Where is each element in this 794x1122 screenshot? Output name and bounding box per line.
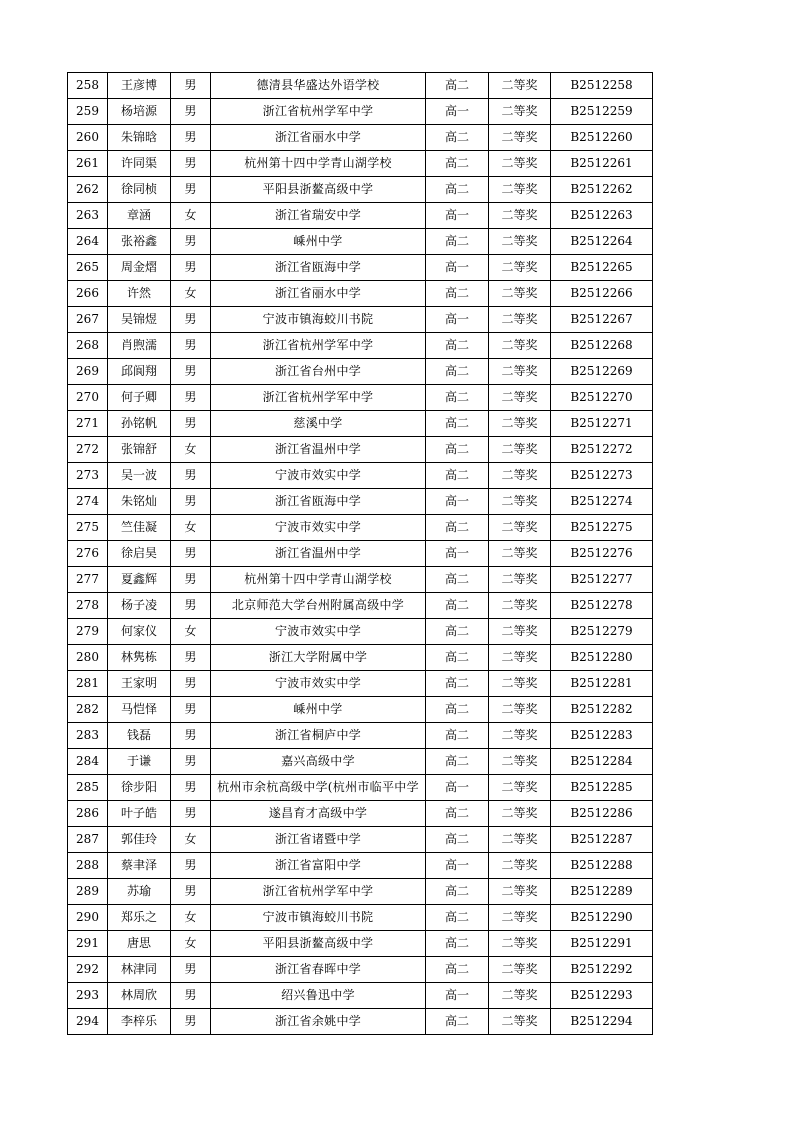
student-name-cell: 郑乐之 xyxy=(108,905,171,931)
student-name-cell: 张裕鑫 xyxy=(108,229,171,255)
table-row xyxy=(68,463,653,489)
grade-cell: 高二 xyxy=(426,73,489,99)
award-level-cell: 二等奖 xyxy=(489,931,551,957)
award-level-cell: 二等奖 xyxy=(489,879,551,905)
table-row xyxy=(68,931,653,957)
row-number-cell: 273 xyxy=(68,463,108,489)
grade-cell: 高一 xyxy=(426,203,489,229)
table-row xyxy=(68,333,653,359)
school-cell: 浙江省富阳中学 xyxy=(211,853,426,879)
school-cell: 浙江省诸暨中学 xyxy=(211,827,426,853)
school-cell: 宁波市效实中学 xyxy=(211,515,426,541)
gender-cell: 女 xyxy=(171,203,211,229)
grade-cell: 高一 xyxy=(426,489,489,515)
gender-cell: 男 xyxy=(171,879,211,905)
table-row xyxy=(68,983,653,1009)
gender-cell: 男 xyxy=(171,749,211,775)
gender-cell: 男 xyxy=(171,1009,211,1035)
grade-cell: 高二 xyxy=(426,437,489,463)
certificate-number-cell: B2512258 xyxy=(551,73,653,99)
school-cell: 嵊州中学 xyxy=(211,229,426,255)
certificate-number-cell: B2512272 xyxy=(551,437,653,463)
grade-cell: 高二 xyxy=(426,645,489,671)
certificate-number-cell: B2512271 xyxy=(551,411,653,437)
grade-cell: 高一 xyxy=(426,775,489,801)
certificate-number-cell: B2512288 xyxy=(551,853,653,879)
award-level-cell: 二等奖 xyxy=(489,671,551,697)
grade-cell: 高二 xyxy=(426,177,489,203)
grade-cell: 高一 xyxy=(426,541,489,567)
table-row xyxy=(68,411,653,437)
table-row xyxy=(68,541,653,567)
certificate-number-cell: B2512274 xyxy=(551,489,653,515)
school-cell: 杭州市余杭高级中学(杭州市临平中学 xyxy=(211,775,426,801)
certificate-number-cell: B2512294 xyxy=(551,1009,653,1035)
award-level-cell: 二等奖 xyxy=(489,697,551,723)
student-name-cell: 唐思 xyxy=(108,931,171,957)
school-cell: 慈溪中学 xyxy=(211,411,426,437)
gender-cell: 男 xyxy=(171,99,211,125)
table-row xyxy=(68,879,653,905)
school-cell: 宁波市镇海蛟川书院 xyxy=(211,905,426,931)
award-level-cell: 二等奖 xyxy=(489,827,551,853)
row-number-cell: 276 xyxy=(68,541,108,567)
gender-cell: 男 xyxy=(171,671,211,697)
school-cell: 平阳县浙鳌高级中学 xyxy=(211,177,426,203)
gender-cell: 男 xyxy=(171,229,211,255)
grade-cell: 高二 xyxy=(426,281,489,307)
award-level-cell: 二等奖 xyxy=(489,73,551,99)
certificate-number-cell: B2512284 xyxy=(551,749,653,775)
row-number-cell: 292 xyxy=(68,957,108,983)
certificate-number-cell: B2512291 xyxy=(551,931,653,957)
row-number-cell: 286 xyxy=(68,801,108,827)
certificate-number-cell: B2512259 xyxy=(551,99,653,125)
school-cell: 绍兴鲁迅中学 xyxy=(211,983,426,1009)
award-level-cell: 二等奖 xyxy=(489,593,551,619)
gender-cell: 女 xyxy=(171,515,211,541)
row-number-cell: 271 xyxy=(68,411,108,437)
certificate-number-cell: B2512277 xyxy=(551,567,653,593)
student-name-cell: 杨培源 xyxy=(108,99,171,125)
table-row xyxy=(68,723,653,749)
gender-cell: 女 xyxy=(171,281,211,307)
row-number-cell: 263 xyxy=(68,203,108,229)
gender-cell: 男 xyxy=(171,723,211,749)
row-number-cell: 274 xyxy=(68,489,108,515)
table-row xyxy=(68,671,653,697)
table-row xyxy=(68,1009,653,1035)
grade-cell: 高二 xyxy=(426,957,489,983)
student-name-cell: 章涵 xyxy=(108,203,171,229)
gender-cell: 男 xyxy=(171,645,211,671)
school-cell: 浙江省丽水中学 xyxy=(211,125,426,151)
school-cell: 浙江省余姚中学 xyxy=(211,1009,426,1035)
award-level-cell: 二等奖 xyxy=(489,645,551,671)
table-row xyxy=(68,73,653,99)
grade-cell: 高二 xyxy=(426,879,489,905)
row-number-cell: 284 xyxy=(68,749,108,775)
row-number-cell: 290 xyxy=(68,905,108,931)
award-level-cell: 二等奖 xyxy=(489,567,551,593)
table-row xyxy=(68,177,653,203)
school-cell: 德清县华盛达外语学校 xyxy=(211,73,426,99)
student-name-cell: 许然 xyxy=(108,281,171,307)
row-number-cell: 294 xyxy=(68,1009,108,1035)
school-cell: 宁波市效实中学 xyxy=(211,671,426,697)
row-number-cell: 285 xyxy=(68,775,108,801)
student-name-cell: 王家明 xyxy=(108,671,171,697)
gender-cell: 男 xyxy=(171,489,211,515)
school-cell: 浙江省瓯海中学 xyxy=(211,489,426,515)
student-name-cell: 马恺怿 xyxy=(108,697,171,723)
school-cell: 浙江省杭州学军中学 xyxy=(211,99,426,125)
table-row xyxy=(68,385,653,411)
student-name-cell: 肖煦濡 xyxy=(108,333,171,359)
school-cell: 平阳县浙鳌高级中学 xyxy=(211,931,426,957)
school-cell: 浙江省瑞安中学 xyxy=(211,203,426,229)
student-name-cell: 徐步阳 xyxy=(108,775,171,801)
certificate-number-cell: B2512260 xyxy=(551,125,653,151)
award-level-cell: 二等奖 xyxy=(489,281,551,307)
school-cell: 浙江省春晖中学 xyxy=(211,957,426,983)
award-level-cell: 二等奖 xyxy=(489,983,551,1009)
student-name-cell: 朱铭灿 xyxy=(108,489,171,515)
school-cell: 浙江省丽水中学 xyxy=(211,281,426,307)
row-number-cell: 269 xyxy=(68,359,108,385)
table-row xyxy=(68,645,653,671)
award-level-cell: 二等奖 xyxy=(489,723,551,749)
grade-cell: 高二 xyxy=(426,151,489,177)
student-name-cell: 何家仪 xyxy=(108,619,171,645)
school-cell: 浙江大学附属中学 xyxy=(211,645,426,671)
gender-cell: 男 xyxy=(171,983,211,1009)
table-row xyxy=(68,567,653,593)
certificate-number-cell: B2512264 xyxy=(551,229,653,255)
award-level-cell: 二等奖 xyxy=(489,619,551,645)
row-number-cell: 272 xyxy=(68,437,108,463)
student-name-cell: 吴锦煜 xyxy=(108,307,171,333)
row-number-cell: 270 xyxy=(68,385,108,411)
grade-cell: 高二 xyxy=(426,697,489,723)
grade-cell: 高二 xyxy=(426,125,489,151)
award-level-cell: 二等奖 xyxy=(489,905,551,931)
gender-cell: 男 xyxy=(171,957,211,983)
grade-cell: 高二 xyxy=(426,1009,489,1035)
certificate-number-cell: B2512270 xyxy=(551,385,653,411)
grade-cell: 高二 xyxy=(426,827,489,853)
table-row xyxy=(68,255,653,281)
school-cell: 浙江省瓯海中学 xyxy=(211,255,426,281)
gender-cell: 男 xyxy=(171,307,211,333)
row-number-cell: 275 xyxy=(68,515,108,541)
grade-cell: 高二 xyxy=(426,801,489,827)
student-name-cell: 李梓乐 xyxy=(108,1009,171,1035)
gender-cell: 男 xyxy=(171,385,211,411)
gender-cell: 男 xyxy=(171,463,211,489)
school-cell: 杭州第十四中学青山湖学校 xyxy=(211,151,426,177)
student-name-cell: 竺佳凝 xyxy=(108,515,171,541)
award-level-cell: 二等奖 xyxy=(489,775,551,801)
certificate-number-cell: B2512279 xyxy=(551,619,653,645)
row-number-cell: 265 xyxy=(68,255,108,281)
gender-cell: 男 xyxy=(171,697,211,723)
row-number-cell: 260 xyxy=(68,125,108,151)
school-cell: 宁波市效实中学 xyxy=(211,463,426,489)
gender-cell: 女 xyxy=(171,619,211,645)
gender-cell: 男 xyxy=(171,853,211,879)
table-row xyxy=(68,515,653,541)
student-name-cell: 王彦博 xyxy=(108,73,171,99)
table-row xyxy=(68,359,653,385)
school-cell: 浙江省杭州学军中学 xyxy=(211,879,426,905)
grade-cell: 高二 xyxy=(426,905,489,931)
student-name-cell: 夏鑫辉 xyxy=(108,567,171,593)
row-number-cell: 262 xyxy=(68,177,108,203)
certificate-number-cell: B2512278 xyxy=(551,593,653,619)
row-number-cell: 258 xyxy=(68,73,108,99)
student-name-cell: 蔡聿泽 xyxy=(108,853,171,879)
grade-cell: 高一 xyxy=(426,307,489,333)
table-row xyxy=(68,619,653,645)
grade-cell: 高一 xyxy=(426,255,489,281)
table-row xyxy=(68,203,653,229)
award-level-cell: 二等奖 xyxy=(489,957,551,983)
award-level-cell: 二等奖 xyxy=(489,333,551,359)
grade-cell: 高二 xyxy=(426,931,489,957)
student-name-cell: 吴一波 xyxy=(108,463,171,489)
grade-cell: 高二 xyxy=(426,749,489,775)
award-level-cell: 二等奖 xyxy=(489,541,551,567)
student-name-cell: 何子卿 xyxy=(108,385,171,411)
table-row xyxy=(68,437,653,463)
certificate-number-cell: B2512262 xyxy=(551,177,653,203)
certificate-number-cell: B2512267 xyxy=(551,307,653,333)
school-cell: 遂昌育才高级中学 xyxy=(211,801,426,827)
student-name-cell: 钱磊 xyxy=(108,723,171,749)
gender-cell: 男 xyxy=(171,775,211,801)
certificate-number-cell: B2512268 xyxy=(551,333,653,359)
row-number-cell: 281 xyxy=(68,671,108,697)
award-level-cell: 二等奖 xyxy=(489,203,551,229)
row-number-cell: 279 xyxy=(68,619,108,645)
grade-cell: 高二 xyxy=(426,333,489,359)
school-cell: 宁波市镇海蛟川书院 xyxy=(211,307,426,333)
row-number-cell: 261 xyxy=(68,151,108,177)
school-cell: 浙江省台州中学 xyxy=(211,359,426,385)
student-name-cell: 周金熠 xyxy=(108,255,171,281)
row-number-cell: 283 xyxy=(68,723,108,749)
student-name-cell: 许同渠 xyxy=(108,151,171,177)
row-number-cell: 264 xyxy=(68,229,108,255)
gender-cell: 男 xyxy=(171,177,211,203)
award-table-body xyxy=(68,73,653,1035)
table-row xyxy=(68,775,653,801)
student-name-cell: 杨子凌 xyxy=(108,593,171,619)
gender-cell: 男 xyxy=(171,125,211,151)
award-level-cell: 二等奖 xyxy=(489,749,551,775)
row-number-cell: 288 xyxy=(68,853,108,879)
grade-cell: 高二 xyxy=(426,229,489,255)
certificate-number-cell: B2512265 xyxy=(551,255,653,281)
row-number-cell: 267 xyxy=(68,307,108,333)
table-row xyxy=(68,593,653,619)
grade-cell: 高二 xyxy=(426,619,489,645)
student-name-cell: 徐同桢 xyxy=(108,177,171,203)
table-row xyxy=(68,229,653,255)
gender-cell: 男 xyxy=(171,411,211,437)
row-number-cell: 289 xyxy=(68,879,108,905)
student-name-cell: 徐启昊 xyxy=(108,541,171,567)
school-cell: 宁波市效实中学 xyxy=(211,619,426,645)
certificate-number-cell: B2512283 xyxy=(551,723,653,749)
gender-cell: 男 xyxy=(171,359,211,385)
school-cell: 嵊州中学 xyxy=(211,697,426,723)
school-cell: 北京师范大学台州附属高级中学 xyxy=(211,593,426,619)
grade-cell: 高二 xyxy=(426,385,489,411)
table-row xyxy=(68,697,653,723)
certificate-number-cell: B2512269 xyxy=(551,359,653,385)
award-level-cell: 二等奖 xyxy=(489,125,551,151)
award-level-cell: 二等奖 xyxy=(489,1009,551,1035)
student-name-cell: 叶子皓 xyxy=(108,801,171,827)
student-name-cell: 苏瑜 xyxy=(108,879,171,905)
award-level-cell: 二等奖 xyxy=(489,489,551,515)
row-number-cell: 293 xyxy=(68,983,108,1009)
student-name-cell: 于谦 xyxy=(108,749,171,775)
school-cell: 嘉兴高级中学 xyxy=(211,749,426,775)
row-number-cell: 278 xyxy=(68,593,108,619)
award-level-cell: 二等奖 xyxy=(489,307,551,333)
student-name-cell: 林津同 xyxy=(108,957,171,983)
certificate-number-cell: B2512282 xyxy=(551,697,653,723)
row-number-cell: 259 xyxy=(68,99,108,125)
student-name-cell: 林隽栋 xyxy=(108,645,171,671)
award-level-cell: 二等奖 xyxy=(489,229,551,255)
certificate-number-cell: B2512266 xyxy=(551,281,653,307)
gender-cell: 男 xyxy=(171,255,211,281)
certificate-number-cell: B2512285 xyxy=(551,775,653,801)
school-cell: 浙江省温州中学 xyxy=(211,541,426,567)
grade-cell: 高二 xyxy=(426,723,489,749)
school-cell: 浙江省杭州学军中学 xyxy=(211,333,426,359)
table-row xyxy=(68,801,653,827)
student-name-cell: 张锦舒 xyxy=(108,437,171,463)
row-number-cell: 282 xyxy=(68,697,108,723)
certificate-number-cell: B2512290 xyxy=(551,905,653,931)
gender-cell: 男 xyxy=(171,801,211,827)
gender-cell: 女 xyxy=(171,931,211,957)
gender-cell: 女 xyxy=(171,827,211,853)
student-name-cell: 邱阆翔 xyxy=(108,359,171,385)
award-level-cell: 二等奖 xyxy=(489,463,551,489)
grade-cell: 高二 xyxy=(426,567,489,593)
school-cell: 浙江省桐庐中学 xyxy=(211,723,426,749)
row-number-cell: 287 xyxy=(68,827,108,853)
certificate-number-cell: B2512289 xyxy=(551,879,653,905)
school-cell: 浙江省温州中学 xyxy=(211,437,426,463)
certificate-number-cell: B2512286 xyxy=(551,801,653,827)
table-row xyxy=(68,125,653,151)
certificate-number-cell: B2512292 xyxy=(551,957,653,983)
grade-cell: 高一 xyxy=(426,99,489,125)
table-row xyxy=(68,827,653,853)
student-name-cell: 郭佳玲 xyxy=(108,827,171,853)
certificate-number-cell: B2512276 xyxy=(551,541,653,567)
award-level-cell: 二等奖 xyxy=(489,411,551,437)
certificate-number-cell: B2512275 xyxy=(551,515,653,541)
award-list-table xyxy=(67,72,653,1035)
award-level-cell: 二等奖 xyxy=(489,437,551,463)
table-row xyxy=(68,99,653,125)
table-row xyxy=(68,957,653,983)
gender-cell: 男 xyxy=(171,567,211,593)
table-row xyxy=(68,853,653,879)
certificate-number-cell: B2512280 xyxy=(551,645,653,671)
certificate-number-cell: B2512273 xyxy=(551,463,653,489)
grade-cell: 高二 xyxy=(426,593,489,619)
gender-cell: 男 xyxy=(171,151,211,177)
row-number-cell: 291 xyxy=(68,931,108,957)
table-row xyxy=(68,281,653,307)
award-level-cell: 二等奖 xyxy=(489,99,551,125)
grade-cell: 高一 xyxy=(426,853,489,879)
grade-cell: 高二 xyxy=(426,671,489,697)
award-level-cell: 二等奖 xyxy=(489,359,551,385)
certificate-number-cell: B2512263 xyxy=(551,203,653,229)
table-row xyxy=(68,749,653,775)
school-cell: 杭州第十四中学青山湖学校 xyxy=(211,567,426,593)
grade-cell: 高二 xyxy=(426,515,489,541)
award-level-cell: 二等奖 xyxy=(489,515,551,541)
gender-cell: 男 xyxy=(171,593,211,619)
award-level-cell: 二等奖 xyxy=(489,385,551,411)
award-level-cell: 二等奖 xyxy=(489,853,551,879)
row-number-cell: 268 xyxy=(68,333,108,359)
award-level-cell: 二等奖 xyxy=(489,801,551,827)
award-level-cell: 二等奖 xyxy=(489,151,551,177)
award-level-cell: 二等奖 xyxy=(489,255,551,281)
student-name-cell: 朱锦晗 xyxy=(108,125,171,151)
gender-cell: 男 xyxy=(171,541,211,567)
school-cell: 浙江省杭州学军中学 xyxy=(211,385,426,411)
gender-cell: 男 xyxy=(171,73,211,99)
grade-cell: 高一 xyxy=(426,983,489,1009)
gender-cell: 女 xyxy=(171,905,211,931)
certificate-number-cell: B2512287 xyxy=(551,827,653,853)
student-name-cell: 林周欣 xyxy=(108,983,171,1009)
student-name-cell: 孙铭帆 xyxy=(108,411,171,437)
grade-cell: 高二 xyxy=(426,463,489,489)
certificate-number-cell: B2512261 xyxy=(551,151,653,177)
table-row xyxy=(68,905,653,931)
row-number-cell: 266 xyxy=(68,281,108,307)
table-row xyxy=(68,307,653,333)
row-number-cell: 280 xyxy=(68,645,108,671)
table-row xyxy=(68,151,653,177)
certificate-number-cell: B2512293 xyxy=(551,983,653,1009)
row-number-cell: 277 xyxy=(68,567,108,593)
gender-cell: 女 xyxy=(171,437,211,463)
award-level-cell: 二等奖 xyxy=(489,177,551,203)
table-row xyxy=(68,489,653,515)
certificate-number-cell: B2512281 xyxy=(551,671,653,697)
gender-cell: 男 xyxy=(171,333,211,359)
grade-cell: 高二 xyxy=(426,359,489,385)
grade-cell: 高二 xyxy=(426,411,489,437)
